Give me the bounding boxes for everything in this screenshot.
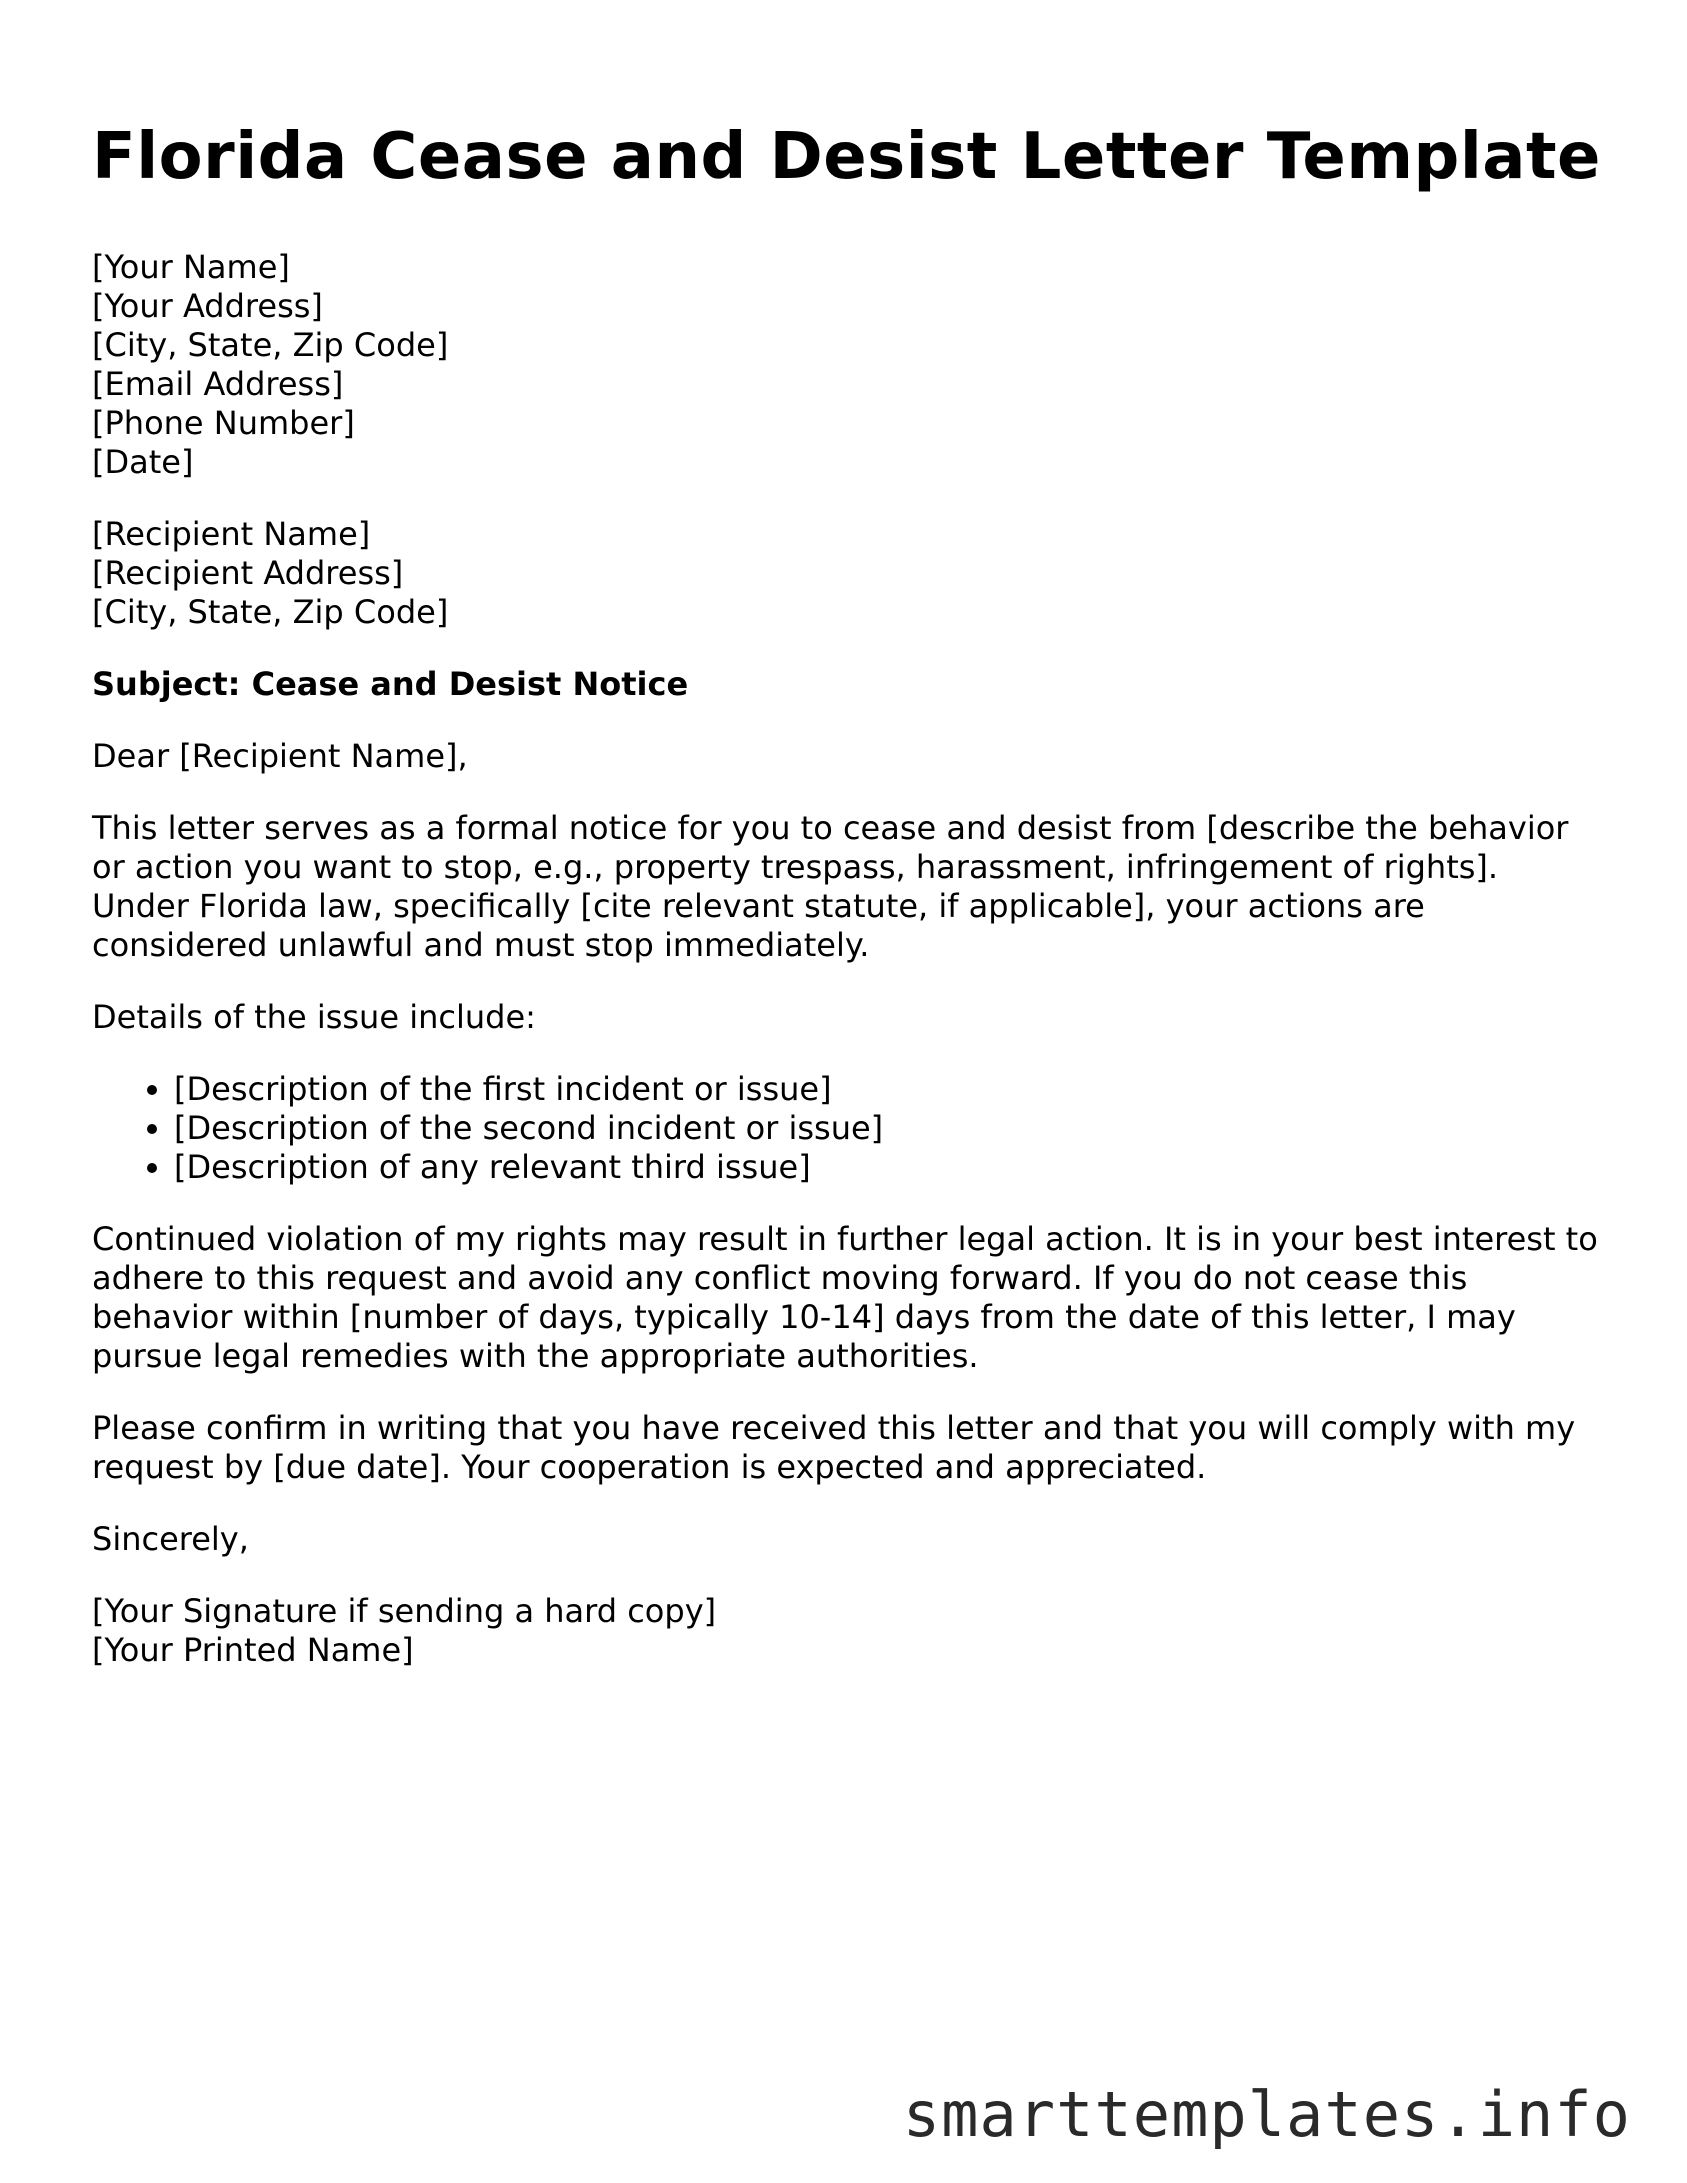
signature-line: [Your Signature if sending a hard copy] — [92, 1592, 717, 1630]
recipient-block — [92, 515, 1602, 632]
sender-name: [Your Name] — [92, 248, 290, 286]
details-list — [92, 1070, 1602, 1187]
closing: Sincerely, — [92, 1520, 249, 1558]
sender-city: [City, State, Zip Code] — [92, 326, 449, 364]
sender-address: [Your Address] — [92, 287, 323, 325]
sender-email: [Email Address] — [92, 365, 344, 403]
recipient-address: [Recipient Address] — [92, 554, 404, 592]
body-paragraph-1: This letter serves as a formal notice for you to cease and desist from [describe the behavior or action you want to stop, e.g., property trespass, harassment, infringement of rights]. Under Florida law, specifically [cite relevant statute, if applicable], your actions are considered unlawful and must stop immediately. — [92, 809, 1569, 964]
recipient-name: [Recipient Name] — [92, 515, 371, 553]
subject-line: Subject: Cease and Desist Notice — [92, 665, 689, 703]
details-intro: Details of the issue include: — [92, 998, 536, 1036]
signature-block — [92, 1592, 1602, 1670]
body-paragraph-3: Please confirm in writing that you have received this letter and that you will comply with my request by [due date]. Your cooperation is expected and appreciated. — [92, 1409, 1576, 1486]
list-item: • [Description of the second incident or issue] — [174, 1109, 1602, 1148]
sender-date: [Date] — [92, 443, 194, 481]
sender-phone: [Phone Number] — [92, 404, 355, 442]
recipient-city: [City, State, Zip Code] — [92, 593, 449, 631]
sender-block — [92, 248, 1602, 482]
list-item: • [Description of any relevant third issue] — [174, 1148, 1602, 1187]
salutation: Dear [Recipient Name], — [92, 737, 468, 775]
letter-document — [92, 118, 1602, 1703]
printed-name: [Your Printed Name] — [92, 1631, 414, 1669]
body-paragraph-2: Continued violation of my rights may result in further legal action. It is in your best interest to adhere to this request and avoid any conflict moving forward. If you do not cease this behavior within [number of days, typically 10-14] days from the date of this letter, I may pursue legal remedies with the appropriate authorities. — [92, 1220, 1598, 1375]
page-title: Florida Cease and Desist Letter Template — [92, 120, 1601, 194]
watermark-text: smarttemplates.info — [902, 2078, 1631, 2151]
list-item: • [Description of the first incident or issue] — [174, 1070, 1602, 1109]
